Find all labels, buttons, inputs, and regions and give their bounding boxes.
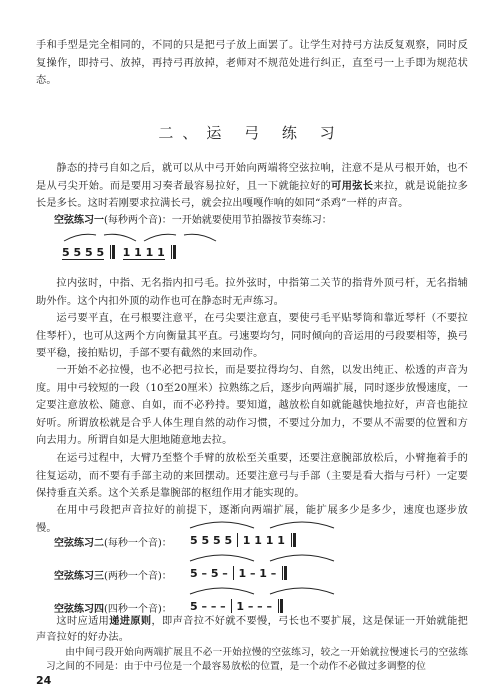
exercise-4-notes-b: 1 – – – — [236, 600, 272, 613]
exercise-1-title: 空弦练习一 — [54, 215, 104, 226]
paragraph-arm: 在运弓过程中，大臂乃至整个手臂的放松至关重要，还要注意腕部放松后，小臂拖着手的往复运动，而不要有手部主动的来回摆动。还要注意弓与手部（主要是看大指与弓杆）一定要保持垂直关系。这个关系是靠腕部的枢纽作用才能实现的。 — [36, 453, 468, 499]
slur-mark — [190, 588, 254, 594]
section-heading: 二、运 弓 练 习 — [158, 124, 344, 142]
barline — [231, 599, 232, 613]
double-barline — [291, 533, 296, 547]
slur-mark — [270, 555, 334, 561]
double-barline — [282, 566, 287, 580]
double-barline — [110, 245, 115, 259]
slur-mark — [270, 522, 334, 528]
exercise-4-notation — [190, 599, 283, 613]
exercise-3-notes-a: 5 – 5 – — [190, 567, 228, 580]
double-barline — [171, 245, 176, 259]
exercise-4-title: 空弦练习四 — [54, 604, 104, 615]
exercise-2-slurs — [186, 518, 346, 532]
paragraph-progressive — [36, 614, 468, 646]
exercise-1-notes-b: 1 1 1 1 — [122, 246, 165, 259]
paragraph-top: 手和手型是完全相同的，不同的只是把弓子放上面罢了。让学生对持弓方法反复观察，同时反复操作，即持弓、放掉，再持弓再放掉，老师对不规范处进行纠正，直至弓一上手即为规范状态。 — [36, 40, 468, 86]
exercise-2-notes-b: 1 1 1 1 — [242, 534, 285, 547]
exercise-3-note: (两秒一个音)： — [104, 571, 172, 582]
exercise-3-title: 空弦练习三 — [54, 571, 104, 582]
exercise-2-title: 空弦练习二 — [54, 538, 104, 549]
paragraph-intro-bold: 可用弦长 — [331, 180, 374, 192]
exercise-1-note: (每秒两个音)：一开始就要使用节拍器按节奏练习： — [104, 215, 332, 226]
exercise-2-notes-a: 5 5 5 5 — [190, 534, 233, 547]
paragraph-intro-part-a: 静态的持弓自如之后，就可以从中弓开始向两端将空弦拉响，注意不是从弓根开始，也不是从弓尖开始。而是要用习奏者最容易拉好，且一下就能拉好的 — [36, 163, 468, 192]
paragraph-intro — [36, 160, 468, 213]
paragraph-inner-outer: 拉内弦时，中指、无名指内扣弓毛。拉外弦时，中指第二关节的指背外顶弓杆，无名指辅助外作。这个内扣外顶的动作也可在静态时无声练习。 — [36, 278, 468, 307]
exercise-4-label — [54, 600, 172, 615]
barline — [237, 533, 238, 547]
exercise-4-slurs — [186, 584, 346, 598]
slur-mark — [64, 234, 96, 241]
exercise-1-label — [54, 211, 332, 226]
slur-mark — [190, 555, 254, 561]
paragraph-extend: 在用中弓段把声音拉好的前提下，逐渐向两端扩展，能扩展多少是多少，速度也逐步放慢。 — [36, 505, 468, 534]
exercise-3-notes-b: 1 – 1 – — [238, 567, 277, 580]
slur-mark — [104, 234, 136, 241]
paragraph-bowing-straight: 运弓要平直，在弓根要注意平，在弓尖要注意直，要使弓毛平贴琴筒和靠近琴杆（不要拉住琴杆），也可从这两个方向衡量其平直。弓速要均匀，同时倾向的音运用的弓段要相等，换弓要平稳，接拍贴切，手部不要有截然的来回动作。 — [36, 313, 468, 359]
barline — [233, 566, 234, 580]
slur-mark — [190, 522, 254, 528]
slur-mark — [270, 588, 334, 594]
slur-mark — [184, 234, 216, 241]
paragraph-progressive-bold: 递进原则 — [109, 616, 152, 627]
page-number: 24 — [36, 674, 52, 687]
paragraph-progressive-part-a: 这时应适用 — [56, 616, 110, 627]
exercise-2-notation — [190, 533, 296, 547]
paragraph-progressive-part-b: ，即声音拉不好就不要慢，弓长也不要扩展，这是保证一开始就能把声音拉好的好办法。 — [36, 616, 469, 643]
slur-mark — [144, 234, 176, 241]
exercise-3-label — [54, 567, 172, 582]
exercise-2-label — [54, 534, 172, 549]
paragraph-middle-bow: 由中间弓段开始向两端扩展且不必一开始拉慢的空弦练习，较之一开始就拉慢速长弓的空弦练习之间的不同是：由于中弓位是一个最容易放松的位置，是一个动作不必做过多调整的位 — [46, 647, 468, 672]
exercise-3-notation — [190, 566, 287, 580]
paragraph-relax: 一开始不必拉慢，也不必把弓拉长，而是要拉得均匀、自然，以发出纯正、松透的声音为度。用中弓较短的一段（10至20厘米）拉熟练之后，逐步向两端扩展，同时逐步放慢速度，一定要注意放松、随意、自如，而不必矜持。要知道，越放松自如就能越快地拉好，声音也能拉好听。所谓放松就是合乎人体生理自然的动作习惯，不要过分加力，不要从不需要的位置和方向去用力。所谓自如是大胆地随意地去拉。 — [36, 365, 468, 446]
exercise-1-notation — [62, 245, 176, 259]
exercise-1-slurs — [60, 231, 220, 245]
paragraph-intro-part-b: 来拉，就是说能拉多长是多长。这时若刚要求拉满长弓，就会拉出嘎嘎作响的如同“杀鸡”一样的声音。 — [36, 180, 468, 209]
exercise-4-note: (四秒一个音)： — [104, 604, 172, 615]
double-barline — [278, 599, 283, 613]
exercise-2-note: (每秒一个音)： — [104, 538, 172, 549]
exercise-4-notes-a: 5 – – – — [190, 600, 226, 613]
exercise-3-slurs — [186, 551, 346, 565]
exercise-1-notes-a: 5 5 5 5 — [62, 246, 105, 259]
